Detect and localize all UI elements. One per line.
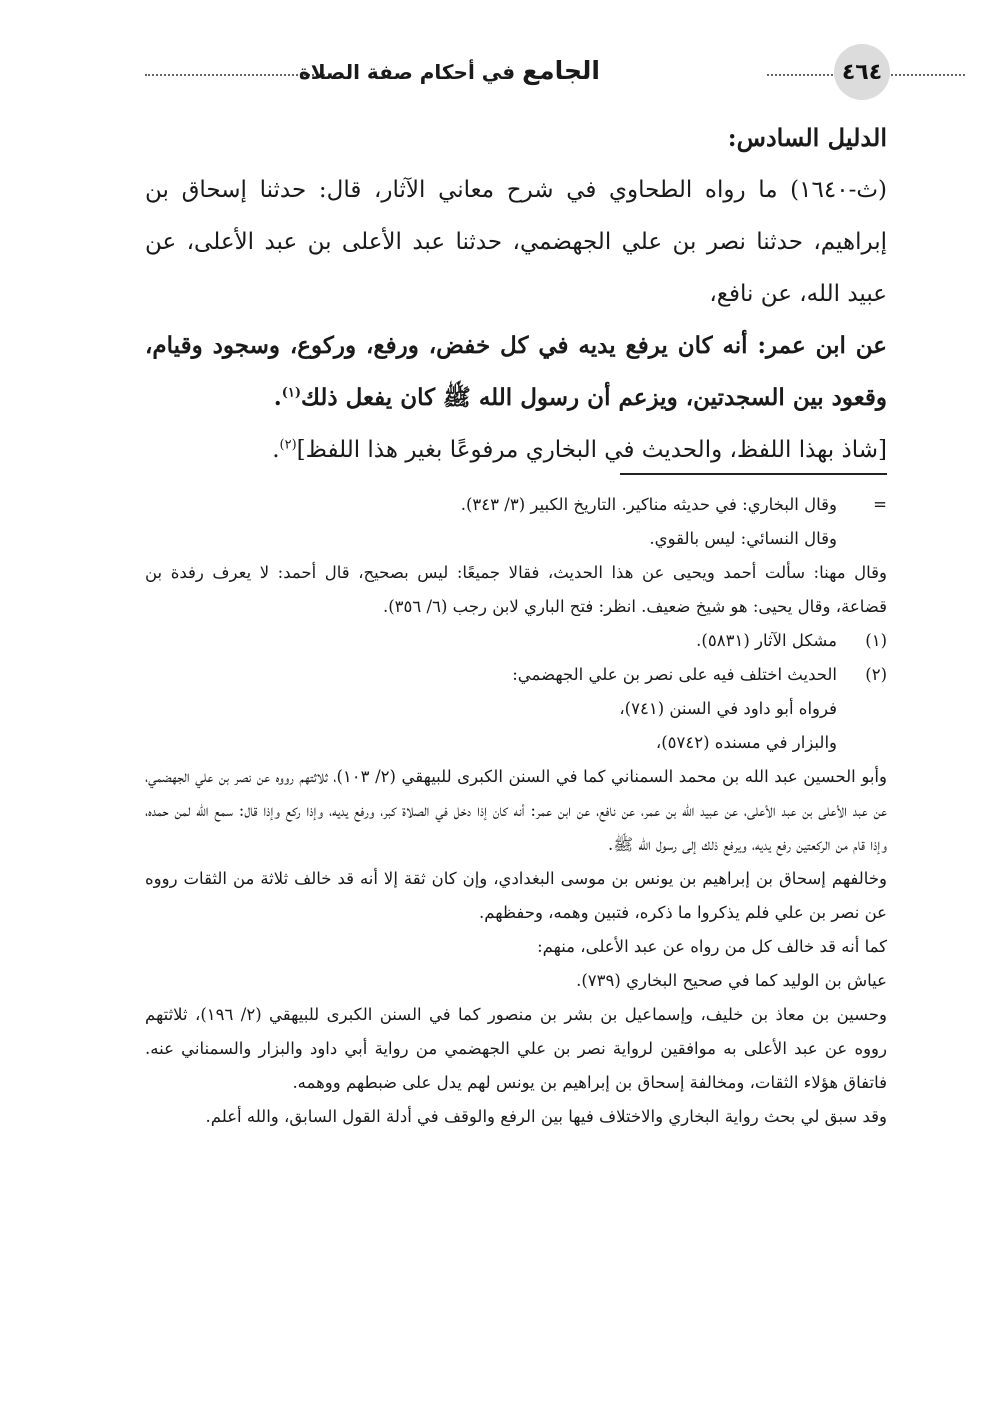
- hadith-text: [145, 320, 887, 424]
- chain-paragraph: (ث-١٦٤٠) ما رواه الطحاوي في شرح معاني الآثار، قال: حدثنا إسحاق بن إبراهيم، حدثنا نصر بن علي الجهضمي، حدثنا عبد الأعلى بن عبد الأعلى، عن عبيد الله، عن نافع،: [145, 177, 887, 307]
- footnote-paragraph: وخالفهم إسحاق بن إبراهيم بن يونس بن موسى البغدادي، وإن كان ثقة إلا أنه قد خالف ثلاثة من الثقات رووه عن نصر بن علي فلم يذكروا ما ذكره، فتبين وهمه، وحفظهم.: [145, 869, 887, 922]
- footnote-line: وقال البخاري: في حديثه مناكير. التاريخ الكبير (٣/ ٣٤٣).: [460, 495, 837, 514]
- running-title: [299, 56, 600, 85]
- main-text: [145, 112, 887, 476]
- footnote-paragraph: كما أنه قد خالف كل من رواه عن عبد الأعلى، منهم:: [537, 937, 887, 956]
- footnote-paragraph: وقد سبق لي بحث رواية البخاري والاختلاف فيها بين الرفع والوقف في أدلة القول السابق، والله أعلم.: [205, 1107, 887, 1126]
- footnote-paragraph: وحسين بن معاذ بن خليف، وإسماعيل بن بشر بن منصور كما في السنن الكبرى للبيهقي (٢/ ١٩٦)، ثلاثتهم رووه عن عبد الأعلى به موافقين لرواية نصر بن علي الجهضمي من رواية أبي داود والبزار والسمناني عنه. فاتفاق هؤلاء الثقات، ومخالفة إسحاق بن إبراهيم بن يونس لهم يدل على ضبطهم ووهمه.: [145, 1005, 887, 1092]
- footnotes: [145, 488, 887, 1134]
- footnote-separator: [620, 473, 887, 475]
- footnote-ref-1[interactable]: (١): [281, 385, 301, 401]
- ruling-end: .: [272, 437, 280, 463]
- page-number: ٤٦٤: [834, 44, 890, 100]
- continuation-mark: =: [873, 495, 887, 514]
- footnote-paragraph: عياش بن الوليد كما في صحيح البخاري (٧٣٩).: [576, 971, 887, 990]
- footnote-1: [145, 624, 887, 658]
- footnote-line: والبزار في مسنده (٥٧٤٢)،: [655, 733, 837, 752]
- ruling-body: [شاذ بهذا اللفظ، والحديث في البخاري مرفوعًا بغير هذا اللفظ]: [296, 437, 887, 463]
- footnote-1-text: مشكل الآثار (٥٨٣١).: [696, 631, 837, 650]
- section-heading: الدليل السادس:: [727, 123, 887, 152]
- footnote-line: وقال النسائي: ليس بالقوي.: [649, 529, 837, 548]
- footnote-1-mark: (١): [865, 631, 887, 650]
- running-title-main: الجامع: [522, 56, 600, 85]
- hadith-body: عن ابن عمر: أنه كان يرفع يديه في كل خفض، ورفع، وركوع، وسجود وقيام، وقعود بين السجدتين، ويزعم أن رسول الله ﷺ كان يفعل ذلك: [145, 332, 887, 411]
- hadith-end: .: [273, 384, 282, 411]
- footnote-2-mark: (٢): [865, 665, 887, 684]
- footnote-ref-2[interactable]: (٢): [279, 437, 297, 453]
- footnote-line: فرواه أبو داود في السنن (٧٤١)،: [619, 699, 837, 718]
- footnote-continuation: [145, 488, 887, 522]
- footnote-paragraph: وأبو الحسين عبد الله بن محمد السمناني كما في السنن الكبرى للبيهقي (٢/ ١٠٣)، ثلاثتهم رووه عن نصر بن علي الجهضمي، عن عبد الأعلى بن عبد الأعلى، عن عبيد الله بن عمر، عن نافع، عن ابن عمر: أنه كان إذا دخل في الصلاة كبر، ورفع يديه، وإذا ركع وإذا قال: سمع الله لمن حمده، وإذا قام من الركعتين رفع يديه، ويرفع ذلك إلى رسول الله ﷺ.: [145, 767, 887, 854]
- ruling-text: [145, 424, 887, 476]
- running-title-rest: في أحكام صفة الصلاة: [298, 60, 516, 84]
- page-header: [145, 44, 890, 100]
- footnote-line: وقال مهنا: سألت أحمد ويحيى عن هذا الحديث، فقالا جميعًا: ليس بصحيح، قال أحمد: لا يعرف رفدة بن قضاعة، وقال يحيى: هو شيخ ضعيف. انظر: فتح الباري لابن رجب (٦/ ٣٥٦).: [145, 563, 887, 616]
- footnote-2: [145, 658, 887, 760]
- footnote-line: الحديث اختلف فيه على نصر بن علي الجهضمي:: [512, 665, 837, 684]
